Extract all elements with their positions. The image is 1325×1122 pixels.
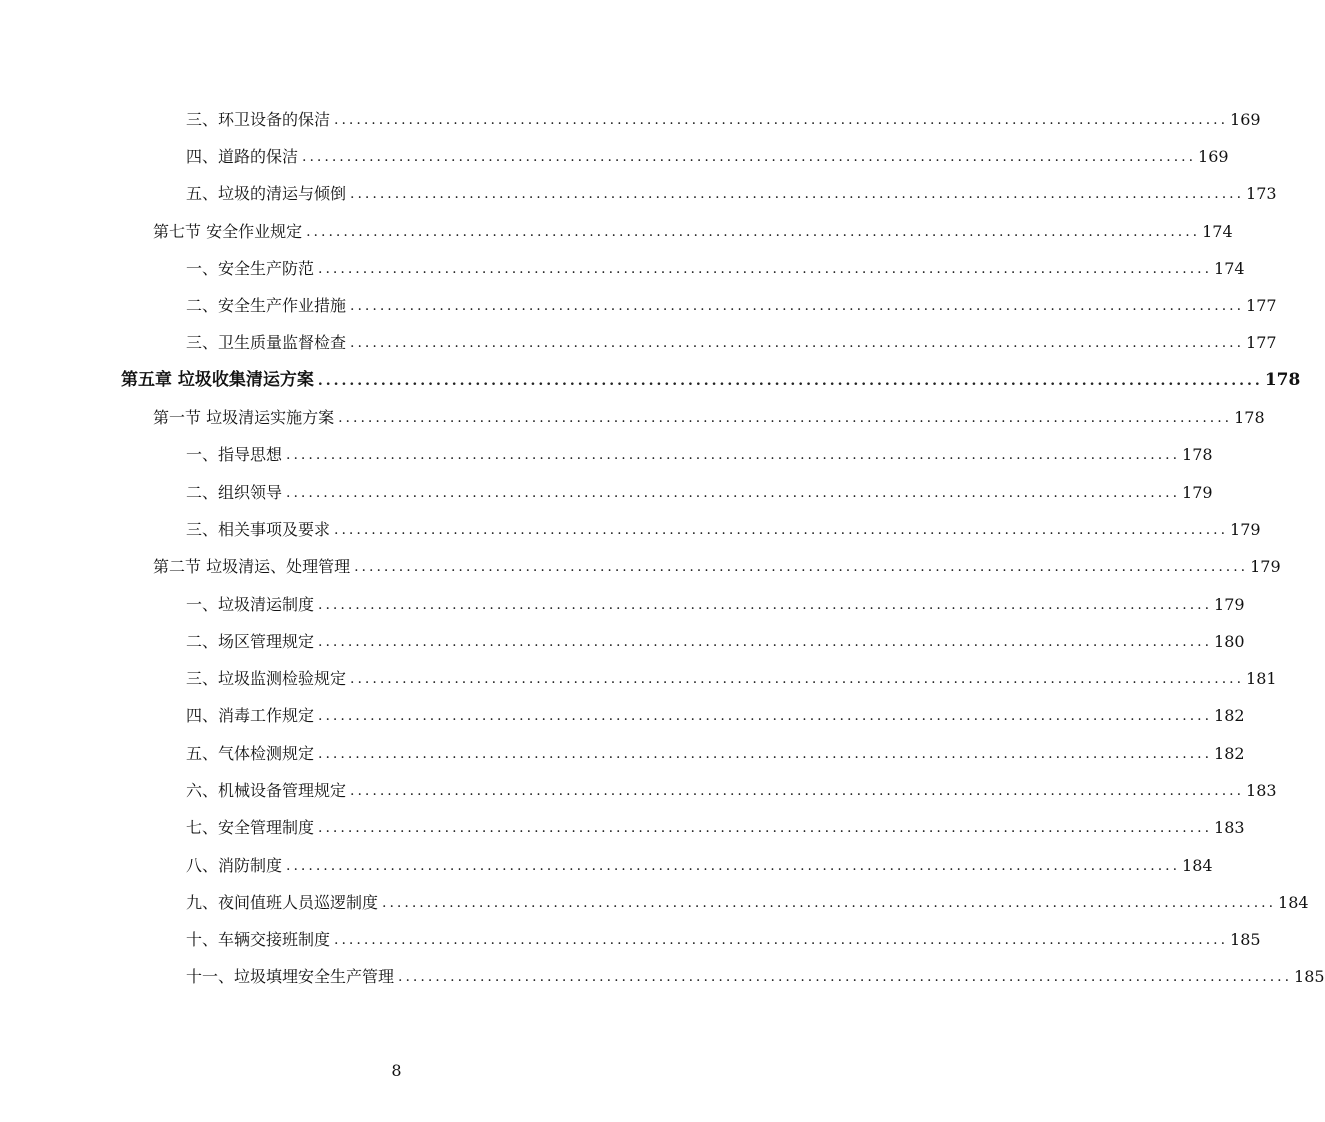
toc-entry-label: 三、卫生质量监督检查 xyxy=(186,333,347,353)
toc-entry-page: 183 xyxy=(1246,780,1277,800)
toc-entry-item[interactable] xyxy=(0,922,1261,959)
toc-entry-item[interactable] xyxy=(0,511,1261,548)
toc-entry-section[interactable] xyxy=(0,399,1265,436)
toc-entry-item[interactable] xyxy=(0,250,1245,287)
toc-entry-section[interactable] xyxy=(0,213,1233,250)
toc-leader-dots: ........................................................................................................................ xyxy=(302,148,1197,165)
toc-entry-label: 第五章 垃圾收集清运方案 xyxy=(121,370,314,391)
toc-entry-item[interactable] xyxy=(0,660,1277,697)
toc-entry-page: 169 xyxy=(1230,109,1261,129)
toc-entry-label: 六、机械设备管理规定 xyxy=(186,780,347,800)
toc-entry-label: 七、安全管理制度 xyxy=(186,818,315,838)
toc-entry-label: 五、垃圾的清运与倾倒 xyxy=(186,184,347,204)
toc-entry-item[interactable] xyxy=(0,959,1325,996)
toc-leader-dots: ........................................................................................................................ xyxy=(350,782,1245,799)
toc-leader-dots: ........................................................................................................................ xyxy=(318,596,1213,613)
toc-entry-page: 184 xyxy=(1278,892,1309,912)
toc-leader-dots: ........................................................................................................................ xyxy=(318,708,1213,725)
toc-leader-dots: ........................................................................................................................ xyxy=(398,969,1293,986)
toc-entry-page: 177 xyxy=(1246,333,1277,353)
toc-entry-page: 177 xyxy=(1246,296,1277,316)
toc-entry-page: 185 xyxy=(1294,967,1325,987)
toc-entry-page: 178 xyxy=(1264,370,1301,391)
toc-entry-label: 第一节 垃圾清运实施方案 xyxy=(153,408,335,428)
toc-leader-dots: ........................................................................................................................ xyxy=(286,484,1181,501)
toc-entry-item[interactable] xyxy=(0,325,1277,362)
toc-entry-label: 九、夜间值班人员巡逻制度 xyxy=(186,892,379,912)
toc-entry-label: 四、道路的保洁 xyxy=(186,146,299,166)
toc-entry-item[interactable] xyxy=(0,176,1277,213)
toc-leader-dots: ........................................................................................................................ xyxy=(317,372,1263,389)
toc-leader-dots: ........................................................................................................................ xyxy=(354,559,1249,576)
toc-leader-dots: ........................................................................................................................ xyxy=(350,186,1245,203)
toc-entry-label: 八、消防制度 xyxy=(186,855,283,875)
toc-entry-item[interactable] xyxy=(0,884,1309,921)
toc-entry-chapter[interactable] xyxy=(0,362,1301,399)
toc-entry-page: 173 xyxy=(1246,184,1277,204)
toc-leader-dots: ........................................................................................................................ xyxy=(350,671,1245,688)
toc-entry-item[interactable] xyxy=(0,138,1229,175)
toc-entry-label: 四、消毒工作规定 xyxy=(186,706,315,726)
toc-entry-label: 十一、垃圾填埋安全生产管理 xyxy=(186,967,395,987)
toc-entry-item[interactable] xyxy=(0,586,1245,623)
toc-entry-page: 169 xyxy=(1198,146,1229,166)
toc-entry-page: 183 xyxy=(1214,818,1245,838)
toc-leader-dots: ........................................................................................................................ xyxy=(334,932,1229,949)
toc-entry-item[interactable] xyxy=(0,287,1277,324)
toc-entry-page: 185 xyxy=(1230,930,1261,950)
toc-entry-page: 178 xyxy=(1234,408,1265,428)
toc-entry-label: 十、车辆交接班制度 xyxy=(186,930,331,950)
page-number: 8 xyxy=(391,1061,402,1080)
toc-entry-label: 二、安全生产作业措施 xyxy=(186,296,347,316)
toc-entry-page: 179 xyxy=(1214,594,1245,614)
toc-entry-label: 第二节 垃圾清运、处理管理 xyxy=(153,557,351,577)
toc-entry-section[interactable] xyxy=(0,549,1281,586)
table-of-contents xyxy=(0,101,1325,996)
toc-entry-item[interactable] xyxy=(0,735,1245,772)
toc-leader-dots: ........................................................................................................................ xyxy=(338,410,1233,427)
toc-entry-label: 二、场区管理规定 xyxy=(186,631,315,651)
toc-leader-dots: ........................................................................................................................ xyxy=(318,820,1213,837)
toc-leader-dots: ........................................................................................................................ xyxy=(350,298,1245,315)
toc-entry-page: 179 xyxy=(1230,519,1261,539)
toc-entry-label: 一、安全生产防范 xyxy=(186,258,315,278)
toc-entry-label: 一、垃圾清运制度 xyxy=(186,594,315,614)
toc-entry-item[interactable] xyxy=(0,623,1245,660)
toc-entry-label: 三、垃圾监测检验规定 xyxy=(186,669,347,689)
toc-entry-label: 二、组织领导 xyxy=(186,482,283,502)
toc-entry-item[interactable] xyxy=(0,810,1245,847)
toc-leader-dots: ........................................................................................................................ xyxy=(334,111,1229,128)
toc-leader-dots: ........................................................................................................................ xyxy=(350,335,1245,352)
toc-leader-dots: ........................................................................................................................ xyxy=(286,447,1181,464)
toc-entry-label: 一、指导思想 xyxy=(186,445,283,465)
toc-entry-page: 181 xyxy=(1246,669,1277,689)
toc-entry-label: 五、气体检测规定 xyxy=(186,743,315,763)
toc-entry-page: 182 xyxy=(1214,743,1245,763)
toc-leader-dots: ........................................................................................................................ xyxy=(382,894,1277,911)
toc-leader-dots: ........................................................................................................................ xyxy=(334,521,1229,538)
toc-entry-page: 174 xyxy=(1202,221,1233,241)
toc-entry-page: 179 xyxy=(1250,557,1281,577)
toc-leader-dots: ........................................................................................................................ xyxy=(318,745,1213,762)
toc-entry-page: 180 xyxy=(1214,631,1245,651)
toc-entry-item[interactable] xyxy=(0,101,1261,138)
toc-entry-item[interactable] xyxy=(0,474,1213,511)
toc-entry-item[interactable] xyxy=(0,698,1245,735)
toc-entry-item[interactable] xyxy=(0,847,1213,884)
toc-leader-dots: ........................................................................................................................ xyxy=(318,633,1213,650)
toc-leader-dots: ........................................................................................................................ xyxy=(306,223,1201,240)
toc-entry-label: 三、环卫设备的保洁 xyxy=(186,109,331,129)
toc-entry-item[interactable] xyxy=(0,772,1277,809)
toc-entry-page: 178 xyxy=(1182,445,1213,465)
toc-leader-dots: ........................................................................................................................ xyxy=(286,857,1181,874)
toc-leader-dots: ........................................................................................................................ xyxy=(318,260,1213,277)
toc-entry-label: 第七节 安全作业规定 xyxy=(153,221,303,241)
toc-entry-page: 179 xyxy=(1182,482,1213,502)
toc-entry-page: 174 xyxy=(1214,258,1245,278)
toc-entry-page: 184 xyxy=(1182,855,1213,875)
toc-entry-label: 三、相关事项及要求 xyxy=(186,519,331,539)
toc-entry-item[interactable] xyxy=(0,437,1213,474)
toc-entry-page: 182 xyxy=(1214,706,1245,726)
